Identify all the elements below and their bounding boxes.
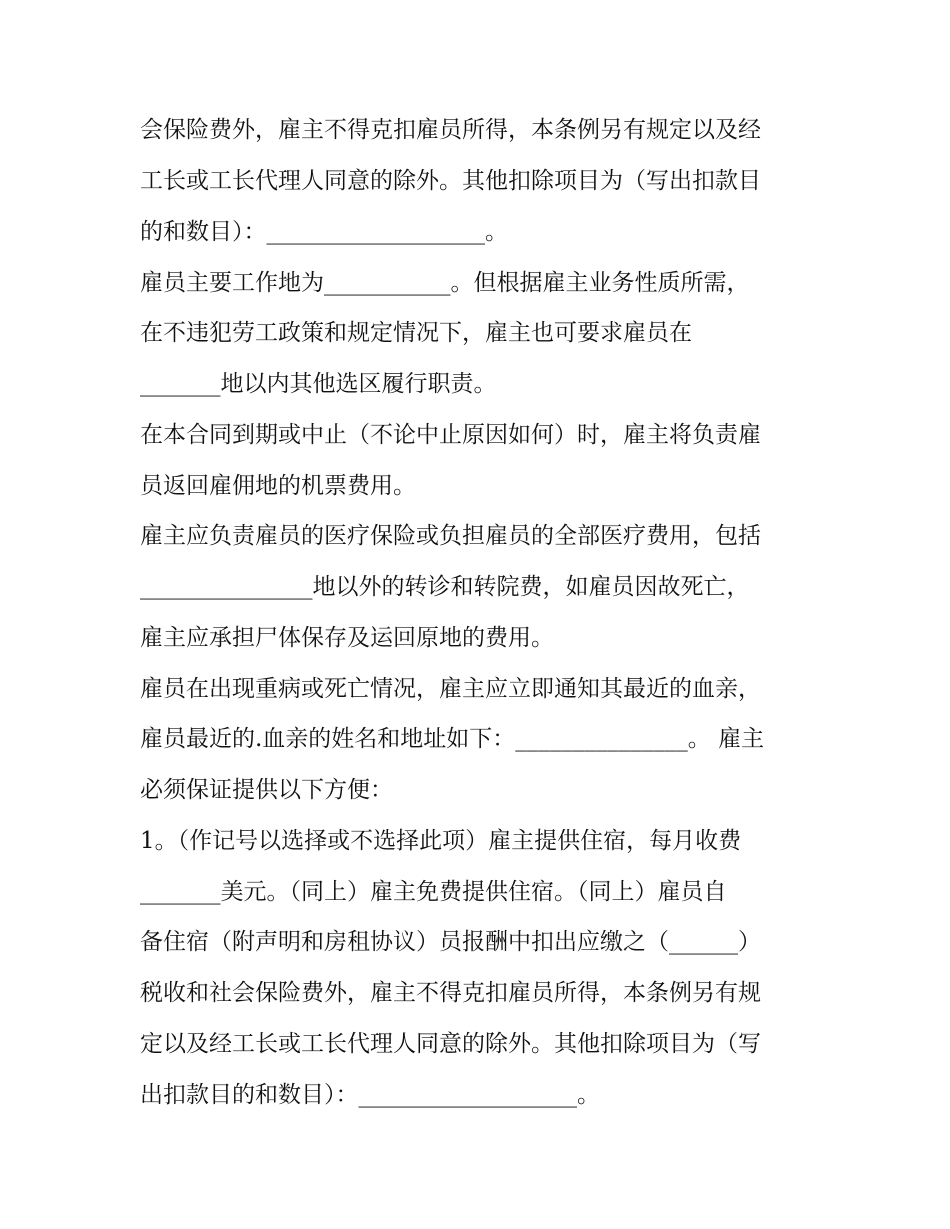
text-line: _______________地以外的转诊和转院费，如雇员因故死亡，: [140, 574, 750, 600]
text-line: 雇主应承担尸体保存及运回原地的费用。: [140, 625, 554, 651]
text-line: 1。（作记号以选择或不选择此项）雇主提供住宿，每月收费: [140, 828, 742, 854]
text-line: 雇员主要工作地为___________。但根据雇主业务性质所需，: [140, 270, 750, 296]
text-line: 出扣款目的和数目）：___________________。: [140, 1082, 600, 1108]
text-line: 备住宿（附声明和房租协议）员报酬中扣出应缴之（______）: [140, 929, 761, 955]
text-line: 的和数目）：___________________。: [140, 219, 508, 245]
text-line: _______美元。（同上）雇主免费提供住宿。（同上）雇员自: [140, 879, 727, 905]
text-line: 雇员在出现重病或死亡情况，雇主应立即通知其最近的血亲，: [140, 676, 761, 702]
text-line: _______地以内其他选区履行职责。: [140, 371, 497, 397]
text-line: 税收和社会保险费外，雇主不得克扣雇员所得，本条例另有规: [140, 980, 761, 1006]
text-line: 必须保证提供以下方便：: [140, 777, 393, 803]
text-line: 在不违犯劳工政策和规定情况下，雇主也可要求雇员在: [140, 320, 692, 346]
text-line: 工长或工长代理人同意的除外。其他扣除项目为（写出扣款目: [140, 168, 761, 194]
text-line: 员返回雇佣地的机票费用。: [140, 473, 416, 499]
text-line: 雇主应负责雇员的医疗保险或负担雇员的全部医疗费用，包括: [140, 523, 761, 549]
text-line: 会保险费外，雇主不得克扣雇员所得，本条例另有规定以及经: [140, 117, 761, 143]
text-line: 定以及经工长或工长代理人同意的除外。其他扣除项目为（写: [140, 1031, 761, 1057]
text-line: 在本合同到期或中止（不论中止原因如何）时，雇主将负责雇: [140, 422, 761, 448]
text-line: 雇员最近的.血亲的姓名和地址如下：_______________。 雇主: [140, 726, 765, 752]
